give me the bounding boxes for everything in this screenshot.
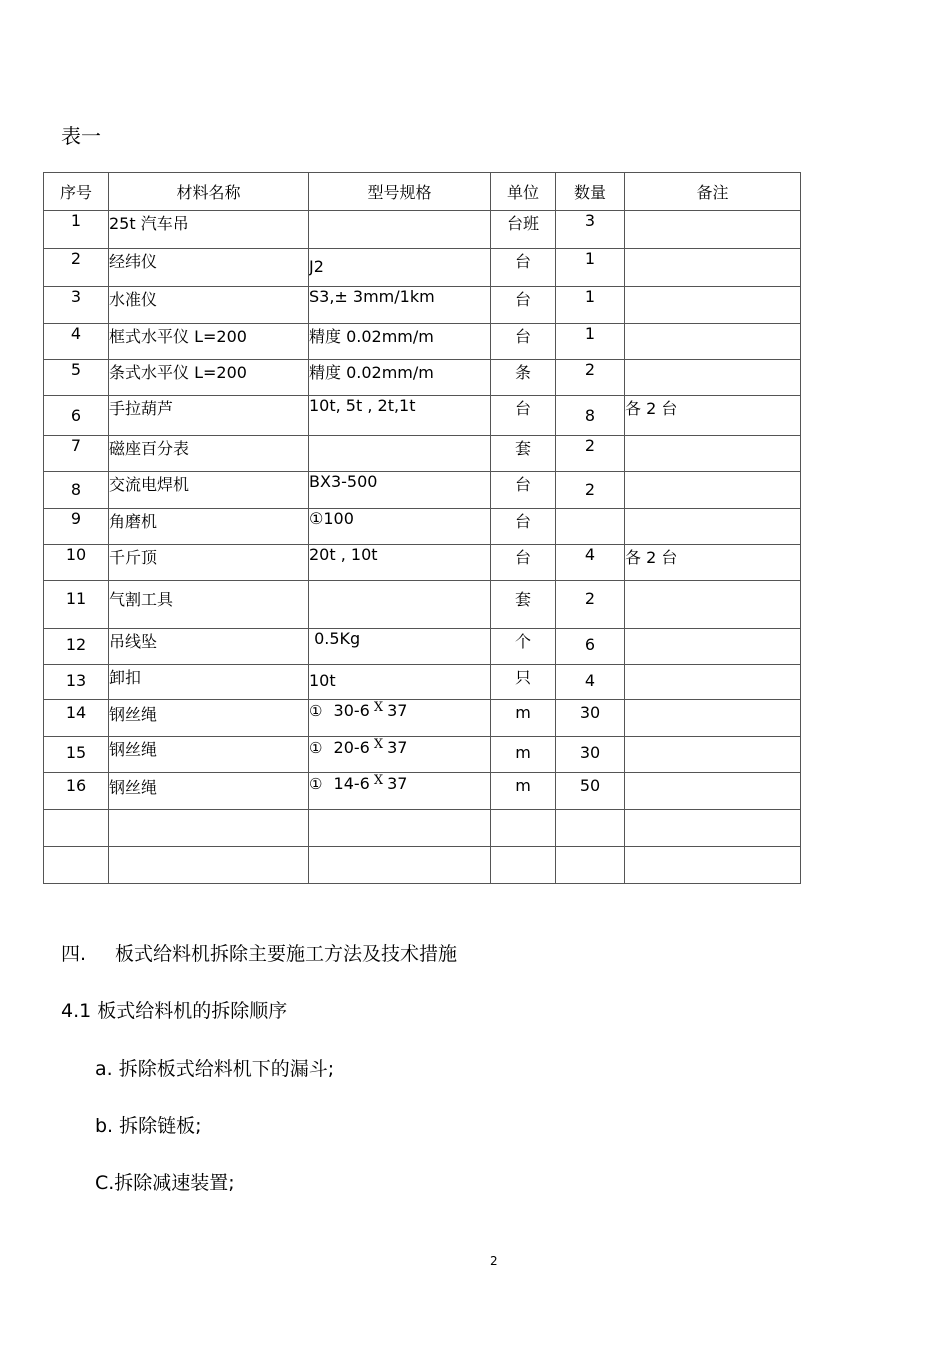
cell-spec: J2 bbox=[309, 249, 491, 287]
cell-spec bbox=[309, 773, 491, 810]
diameter-symbol: ① bbox=[309, 775, 323, 793]
cell-qty: 1 bbox=[556, 324, 625, 360]
cell-no: 6 bbox=[44, 396, 109, 436]
cell-spec bbox=[309, 436, 491, 472]
empty-cell bbox=[309, 847, 491, 884]
cell-no: 14 bbox=[44, 700, 109, 737]
cell-no: 7 bbox=[44, 436, 109, 472]
step-c: C.拆除减速装置; bbox=[95, 1172, 235, 1194]
cell-unit: 套 bbox=[491, 436, 556, 472]
table-row bbox=[44, 509, 801, 545]
table-row bbox=[44, 545, 801, 581]
cell-qty: 2 bbox=[556, 472, 625, 509]
empty-table-row bbox=[44, 847, 801, 884]
cell-qty: 2 bbox=[556, 360, 625, 396]
empty-cell bbox=[625, 810, 801, 847]
cell-name: 25t 汽车吊 bbox=[109, 211, 309, 249]
cell-note bbox=[625, 249, 801, 287]
table-row bbox=[44, 396, 801, 436]
empty-cell bbox=[109, 810, 309, 847]
cell-qty bbox=[556, 509, 625, 545]
cell-name: 经纬仪 bbox=[109, 249, 309, 287]
cell-qty: 2 bbox=[556, 581, 625, 629]
cell-name: 交流电焊机 bbox=[109, 472, 309, 509]
section-4-1-heading: 4.1 板式给料机的拆除顺序 bbox=[61, 1000, 288, 1022]
cell-name: 角磨机 bbox=[109, 509, 309, 545]
section-4-number: 四. bbox=[61, 943, 87, 965]
header-unit: 单位 bbox=[491, 173, 556, 211]
cell-note bbox=[625, 737, 801, 773]
cell-no: 16 bbox=[44, 773, 109, 810]
cell-unit: 台 bbox=[491, 545, 556, 581]
cell-unit: m bbox=[491, 773, 556, 810]
table-row bbox=[44, 324, 801, 360]
header-no: 序号 bbox=[44, 173, 109, 211]
cell-unit: m bbox=[491, 737, 556, 773]
cell-spec: 精度 0.02mm/m bbox=[309, 360, 491, 396]
cell-unit: 套 bbox=[491, 581, 556, 629]
empty-cell bbox=[556, 810, 625, 847]
page-number: 2 bbox=[490, 1254, 498, 1268]
cell-note bbox=[625, 287, 801, 324]
cell-no: 11 bbox=[44, 581, 109, 629]
table-row bbox=[44, 629, 801, 665]
cell-note bbox=[625, 472, 801, 509]
cell-note bbox=[625, 324, 801, 360]
cell-no: 1 bbox=[44, 211, 109, 249]
cell-qty: 30 bbox=[556, 737, 625, 773]
cell-no: 4 bbox=[44, 324, 109, 360]
cell-note bbox=[625, 700, 801, 737]
cell-note bbox=[625, 629, 801, 665]
cell-unit: 台 bbox=[491, 324, 556, 360]
times-symbol: X bbox=[373, 737, 384, 752]
cell-qty: 3 bbox=[556, 211, 625, 249]
cell-unit: 台 bbox=[491, 287, 556, 324]
cell-name: 气割工具 bbox=[109, 581, 309, 629]
cell-note bbox=[625, 773, 801, 810]
cell-name: 千斤顶 bbox=[109, 545, 309, 581]
step-a: a. 拆除板式给料机下的漏斗; bbox=[95, 1058, 335, 1080]
cell-spec: BX3-500 bbox=[309, 472, 491, 509]
cell-spec bbox=[309, 737, 491, 773]
cell-name: 框式水平仪 L=200 bbox=[109, 324, 309, 360]
cell-no: 2 bbox=[44, 249, 109, 287]
empty-cell bbox=[44, 847, 109, 884]
cell-name: 钢丝绳 bbox=[109, 700, 309, 737]
cell-qty: 2 bbox=[556, 436, 625, 472]
header-note: 备注 bbox=[625, 173, 801, 211]
materials-table bbox=[43, 172, 801, 884]
cell-qty: 50 bbox=[556, 773, 625, 810]
header-spec: 型号规格 bbox=[309, 173, 491, 211]
empty-cell bbox=[309, 810, 491, 847]
table-row bbox=[44, 472, 801, 509]
table-header-row bbox=[44, 173, 801, 211]
cell-no: 5 bbox=[44, 360, 109, 396]
cell-note bbox=[625, 360, 801, 396]
cell-qty: 4 bbox=[556, 665, 625, 700]
cell-unit: 台 bbox=[491, 509, 556, 545]
header-qty: 数量 bbox=[556, 173, 625, 211]
cell-unit: 台 bbox=[491, 396, 556, 436]
cell-unit: 台 bbox=[491, 472, 556, 509]
table-row bbox=[44, 700, 801, 737]
times-symbol: X bbox=[373, 773, 384, 788]
cell-qty: 8 bbox=[556, 396, 625, 436]
spec-rope-strands: 37 bbox=[387, 738, 408, 757]
cell-no: 12 bbox=[44, 629, 109, 665]
cell-note: 各 2 台 bbox=[625, 545, 801, 581]
cell-note bbox=[625, 211, 801, 249]
table-row bbox=[44, 436, 801, 472]
cell-spec: 10t, 5t , 2t,1t bbox=[309, 396, 491, 436]
empty-cell bbox=[109, 847, 309, 884]
cell-unit: m bbox=[491, 700, 556, 737]
cell-qty: 4 bbox=[556, 545, 625, 581]
cell-no: 10 bbox=[44, 545, 109, 581]
diameter-symbol: ① bbox=[309, 739, 323, 757]
cell-unit: 个 bbox=[491, 629, 556, 665]
table-row bbox=[44, 249, 801, 287]
cell-name: 卸扣 bbox=[109, 665, 309, 700]
empty-cell bbox=[491, 810, 556, 847]
table-row bbox=[44, 211, 801, 249]
cell-spec: 0.5Kg bbox=[309, 629, 491, 665]
cell-name: 钢丝绳 bbox=[109, 737, 309, 773]
section-4-heading bbox=[61, 939, 457, 966]
cell-no: 13 bbox=[44, 665, 109, 700]
cell-unit: 只 bbox=[491, 665, 556, 700]
empty-table-row bbox=[44, 810, 801, 847]
cell-qty: 30 bbox=[556, 700, 625, 737]
empty-cell bbox=[44, 810, 109, 847]
cell-note bbox=[625, 581, 801, 629]
table-row bbox=[44, 360, 801, 396]
cell-no: 15 bbox=[44, 737, 109, 773]
cell-name: 吊线坠 bbox=[109, 629, 309, 665]
times-symbol: X bbox=[373, 700, 384, 715]
spec-rope-strands: 37 bbox=[387, 701, 408, 720]
diameter-symbol: ① bbox=[309, 702, 323, 720]
cell-spec bbox=[309, 581, 491, 629]
cell-qty: 1 bbox=[556, 249, 625, 287]
empty-cell bbox=[625, 847, 801, 884]
cell-note bbox=[625, 509, 801, 545]
cell-name: 钢丝绳 bbox=[109, 773, 309, 810]
cell-note bbox=[625, 665, 801, 700]
cell-name: 手拉葫芦 bbox=[109, 396, 309, 436]
table-row bbox=[44, 287, 801, 324]
cell-spec bbox=[309, 211, 491, 249]
cell-spec: S3,± 3mm/1km bbox=[309, 287, 491, 324]
table-row bbox=[44, 581, 801, 629]
cell-spec: 20t , 10t bbox=[309, 545, 491, 581]
cell-qty: 1 bbox=[556, 287, 625, 324]
cell-spec bbox=[309, 700, 491, 737]
section-4-title: 板式给料机拆除主要施工方法及技术措施 bbox=[115, 943, 458, 965]
empty-cell bbox=[556, 847, 625, 884]
spec-rope-size: 30-6 bbox=[333, 701, 370, 720]
cell-unit: 台 bbox=[491, 249, 556, 287]
cell-name: 水准仪 bbox=[109, 287, 309, 324]
cell-no: 8 bbox=[44, 472, 109, 509]
cell-unit: 台班 bbox=[491, 211, 556, 249]
cell-qty: 6 bbox=[556, 629, 625, 665]
cell-spec: 精度 0.02mm/m bbox=[309, 324, 491, 360]
table-caption: 表一 bbox=[61, 124, 101, 148]
cell-spec: 10t bbox=[309, 665, 491, 700]
table-row bbox=[44, 737, 801, 773]
spec-rope-size: 20-6 bbox=[333, 738, 370, 757]
header-name: 材料名称 bbox=[109, 173, 309, 211]
spec-rope-size: 14-6 bbox=[333, 774, 370, 793]
cell-no: 9 bbox=[44, 509, 109, 545]
cell-unit: 条 bbox=[491, 360, 556, 396]
cell-note bbox=[625, 436, 801, 472]
cell-spec: ①100 bbox=[309, 509, 491, 545]
spec-rope-strands: 37 bbox=[387, 774, 408, 793]
table-row bbox=[44, 773, 801, 810]
cell-note: 各 2 台 bbox=[625, 396, 801, 436]
cell-no: 3 bbox=[44, 287, 109, 324]
cell-name: 条式水平仪 L=200 bbox=[109, 360, 309, 396]
cell-name: 磁座百分表 bbox=[109, 436, 309, 472]
empty-cell bbox=[491, 847, 556, 884]
step-b: b. 拆除链板; bbox=[95, 1115, 202, 1137]
table-row bbox=[44, 665, 801, 700]
